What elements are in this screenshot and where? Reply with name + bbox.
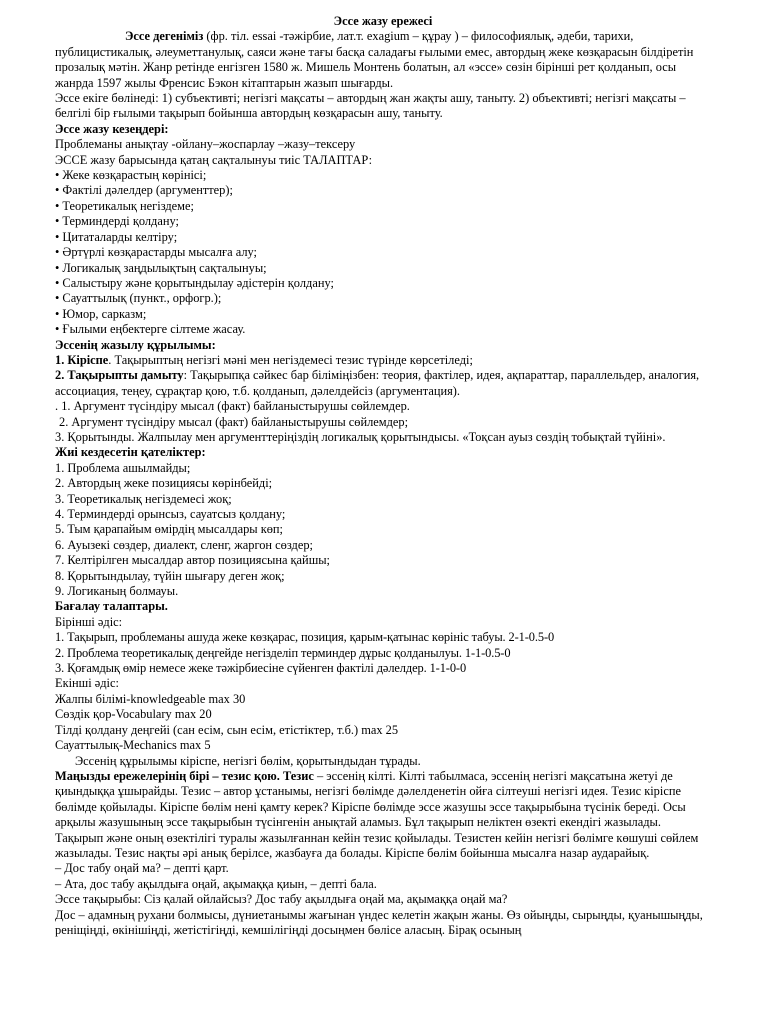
list-item: • Теоретикалық негіздеме; xyxy=(55,198,194,213)
list-item: • Сауаттылық (пункт., орфогр.); xyxy=(55,291,222,306)
body-label: 2. Тақырыпты дамыту xyxy=(55,368,184,383)
method1-label: Бірінші әдіс: xyxy=(55,614,123,629)
dialog-line-2: – Ата, дос табу ақылдыға оңай, ақымаққа қиын, – депті бала. xyxy=(55,876,377,891)
list-item: • Әртүрлі көзқарастарды мысалға алу; xyxy=(55,245,257,260)
list-item: 4. Терминдерді орынсыз, сауатсыз қолдану; xyxy=(55,507,286,521)
list-item: 1. Проблема ашылмайды; xyxy=(55,460,191,475)
intro-text: . Тақырыптың негізгі мәні мен негіздемесі тезис түрінде көрсетіледі; xyxy=(108,352,473,367)
rules-paragraph xyxy=(55,769,711,861)
list-item: 9. Логиканың болмауы. xyxy=(55,584,179,599)
definition-term: Эссе дегеніміз xyxy=(125,29,204,44)
definition-text: (фр. тіл. essai -тәжірбие, лат.т. exagium – құрау ) – философиялық, әдеби, тарихи, публицистикалық, әлеуметтанулық, саяси және тағы басқа саладағы ғылыми емес, автордың жеке көзқарасын білдіретін прозалық мәтін. Жанр ретінде енгізген 1580 ж. Мишель Монтень болатын, ал «эссе» сөзін бірінші рет қолданып, осы жанрда 1597 жылы Френсис Бэкон кітаптарын жазып шығарды. xyxy=(55,29,694,90)
list-item: Тілді қолдану деңгейі (сан есім, сын есім, етістіктер, т.б.) max 25 xyxy=(55,722,399,737)
mistakes-heading: Жиі кездесетін қателіктер: xyxy=(55,445,206,460)
list-item: 2. Проблема теоретикалық деңгейде негізделіп терминдер дұрыс қолданылуы. 1-1-0.5-0 xyxy=(55,645,511,660)
body-text: : Тақырыпқа сәйкес бар біліміңізбен: теория, фактілер, идея, ақпараттар, параллельдер, аналогия, ассоциация, теңеу, сұрақтар қою, т.б. қолданып, дәлелдейсіз (аргументация). xyxy=(55,368,700,398)
structure-intro xyxy=(55,353,711,368)
list-item: • Ғылыми еңбектерге сілтеме жасау. xyxy=(55,322,246,337)
argument-line-2: 2. Аргумент түсіндіру мысал (факт) байланыстырушы сөйлемдер; xyxy=(59,414,409,429)
list-item: • Юмор, сарказм; xyxy=(55,306,147,321)
essay-topic: Эссе тақырыбы: Сіз қалай ойлайсыз? Дос табу ақылдыға оңай ма, ақымаққа оңай ма? xyxy=(55,892,508,907)
stages-text: Проблеманы анықтау -ойлану–жоспарлау –жазу–тексеру xyxy=(55,137,356,152)
dialog-line-1: – Дос табу оңай ма? – депті қарт. xyxy=(55,861,229,876)
requirements-list xyxy=(55,168,711,337)
mistakes-list xyxy=(55,461,711,600)
list-item: 1. Тақырып, проблеманы ашуда жеке көзқарас, позиция, қарым-қатынас көрініс табуы. 2-1-0.5-0 xyxy=(55,630,555,645)
list-item: • Салыстыру және қорытындылау әдістерін қолдану; xyxy=(55,275,334,290)
method2-label: Екінші әдіс: xyxy=(55,676,119,691)
list-item: Жалпы білімі-knowledgeable max 30 xyxy=(55,691,246,706)
list-item: • Цитаталарды келтіру; xyxy=(55,229,178,244)
requirements-heading: ЭССЕ жазу барысында қатаң сақталынуы тиіс ТАЛАПТАР: xyxy=(55,152,373,167)
list-item: • Жеке көзқарастың көрінісі; xyxy=(55,168,207,183)
document-title: Эссе жазу ережесі xyxy=(333,14,433,28)
definition-paragraph xyxy=(55,29,711,91)
list-item: 8. Қорытындылау, түйін шығару деген жоқ; xyxy=(55,568,285,583)
structure-heading: Эссенің жазылу құрылымы: xyxy=(55,337,216,352)
list-item: • Фактілі дәлелдер (аргументтер); xyxy=(55,183,233,198)
intro-label: 1. Кіріспе xyxy=(55,352,109,367)
argument-line-1: . 1. Аргумент түсіндіру мысал (факт) байланыстырушы сөйлемдер. xyxy=(55,399,410,414)
essay-types: Эссе екіге бөлінеді: 1) субъективті; негізгі мақсаты – автордың жан жақты ашу, таныту. 2) объективті; негізгі мақсаты – белгілі бір ғылыми тақырып бойынша автордың көзқарасын ашу, таныту. xyxy=(55,91,686,121)
list-item: 3. Теоретикалық негіздемесі жоқ; xyxy=(55,491,232,506)
grading-heading: Бағалау талаптары. xyxy=(55,599,168,614)
list-item: Сауаттылық-Mechanics max 5 xyxy=(55,738,211,753)
structure-summary: Эссенің құрылымы кіріспе, негізгі бөлім, қорытындыдан тұрады. xyxy=(75,753,421,768)
structure-body xyxy=(55,368,711,399)
list-item: 3. Қоғамдық өмір немесе жеке тәжірбиесіне сүйенген фактілі дәлелдер. 1-1-0-0 xyxy=(55,661,467,676)
structure-conclusion: 3. Қорытынды. Жалпылау мен аргументтеріңіздің логикалық қорытындысы. «Тоқсан ауыз сөздің тобықтай түйіні». xyxy=(55,429,666,444)
list-item: 7. Келтірілген мысалдар автор позициясына қайшы; xyxy=(55,553,331,568)
list-item: 6. Ауызекі сөздер, диалект, сленг, жаргон сөздер; xyxy=(55,537,313,552)
final-paragraph: Дос – адамның рухани болмысы, дүниетанымы жағынан үндес келетін жақын жаны. Өз ойыңды, сырыңды, қуанышыңды, реніщіңді, өкінішіңді, жетістігіңді, кемшілігіңді досыңмен бөлісе аласың. Бірақ осының xyxy=(55,907,703,937)
list-item: 5. Тым қарапайым өмірдің мысалдары көп; xyxy=(55,522,283,537)
list-item: • Логикалық заңдылықтың сақталынуы; xyxy=(55,260,267,275)
stages-heading: Эссе жазу кезеңдері: xyxy=(55,121,169,136)
list-item: 2. Автордың жеке позициясы көрінбейді; xyxy=(55,476,273,491)
rules-lead: Маңызды ережелерінің бірі – тезис қою. Тезис xyxy=(55,768,314,783)
list-item: Сөздік қор-Vocabulary max 20 xyxy=(55,707,212,722)
list-item: • Терминдерді қолдану; xyxy=(55,214,179,229)
rules-text: – эссенің кілті. Кілті табылмаса, эссенің негізгі мақсатына жетуі де қиындыққа ұшырайды. Тезис – автор ұстанымы, негізгі бөлімде дәлелденетін ойға сілтеуші негізгі идея. Тезис кіріспе бөлімде қойылады. Кіріспе бөлім нені қамту керек? Кіріспе бөлімде эссе жазушы эссе тақырыбына түсінік береді. Осы арқылы жазушының эссе тақырыбын түсінгенін анықтай аламыз. Бұл тақырып неліктен өзекті екендігі жазылады. Тақырып және оның өзектілігі туралы жазылғаннан кейін тезис қойылады. Тезистен кейін негізгі бөлімге көшуші сөйлем жазылады. Тезис нақты әрі анық берілсе, жазбауға да болады. Кіріспе бөлім бойынша мысалға назар аударайық. xyxy=(55,768,699,860)
